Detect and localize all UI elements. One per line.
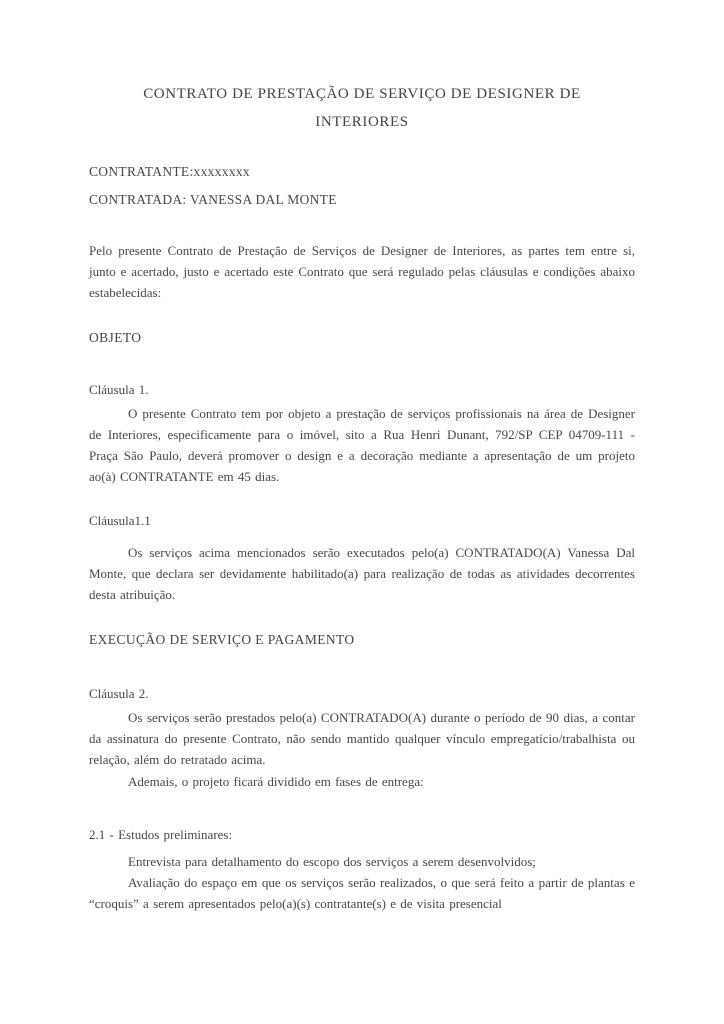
clause-1-1-label: Cláusula1.1 (89, 513, 151, 528)
section-heading-objeto: OBJETO (89, 330, 142, 345)
clause-2-text: Os serviços serão prestados pelo(a) CONTRATADO(A) durante o período de 90 dias, a contar da assinatura do presente Contrato, não sendo mantido qualquer vínculo empregatício/trabalhista ou relação, além do retratado acima. (89, 710, 635, 767)
parties-block (89, 158, 635, 214)
subsection-2-1-item-1: Entrevista para detalhamento do escopo dos serviços a serem desenvolvidos; (128, 854, 536, 869)
clause-1-1-text: Os serviços acima mencionados serão executados pelo(a) CONTRATADO(A) Vanessa Dal Monte, que declara ser devidamente habilitado(a) para realização de todas as atividades decorrentes desta atribuição. (89, 545, 635, 602)
clause-2-label: Cláusula 2. (89, 686, 149, 701)
clause-2-additional: Ademais, o projeto ficará dividido em fases de entrega: (128, 774, 424, 789)
document-title-line-2: INTERIORES (315, 114, 409, 130)
subsection-2-1-item-2: Avaliação do espaço em que os serviços serão realizados, o que será feito a partir de plantas e “croquis” a serem apresentados pelo(a)(s) contratante(s) e de visita presencial (89, 875, 635, 911)
party-contratada: CONTRATADA: VANESSA DAL MONTE (89, 192, 337, 207)
preamble-paragraph: Pelo presente Contrato de Prestação de Serviços de Designer de Interiores, as partes tem entre si, junto e acertado, justo e acertado este Contrato que será regulado pelas cláusulas e condições abaixo estabelecidas: (89, 243, 635, 300)
document-title-line-1: CONTRATO DE PRESTAÇÃO DE SERVIÇO DE DESIGNER DE (143, 86, 581, 102)
party-contratante: CONTRATANTE:xxxxxxxx (89, 164, 250, 179)
clause-1-label: Cláusula 1. (89, 382, 149, 397)
section-heading-execucao: EXECUÇÃO DE SERVIÇO E PAGAMENTO (89, 632, 355, 647)
clause-1-text: O presente Contrato tem por objeto a prestação de serviços profissionais na área de Designer de Interiores, especificamente para o imóvel, sito a Rua Henri Dunant, 792/SP CEP 04709-111 - Praça São Paulo, deverá promover o design e a decoração mediante a apresentação de um projeto ao(à) CONTRATANTE em 45 dias. (89, 406, 635, 484)
document-title (89, 80, 635, 136)
subsection-2-1-label: 2.1 - Estudos preliminares: (89, 827, 233, 842)
